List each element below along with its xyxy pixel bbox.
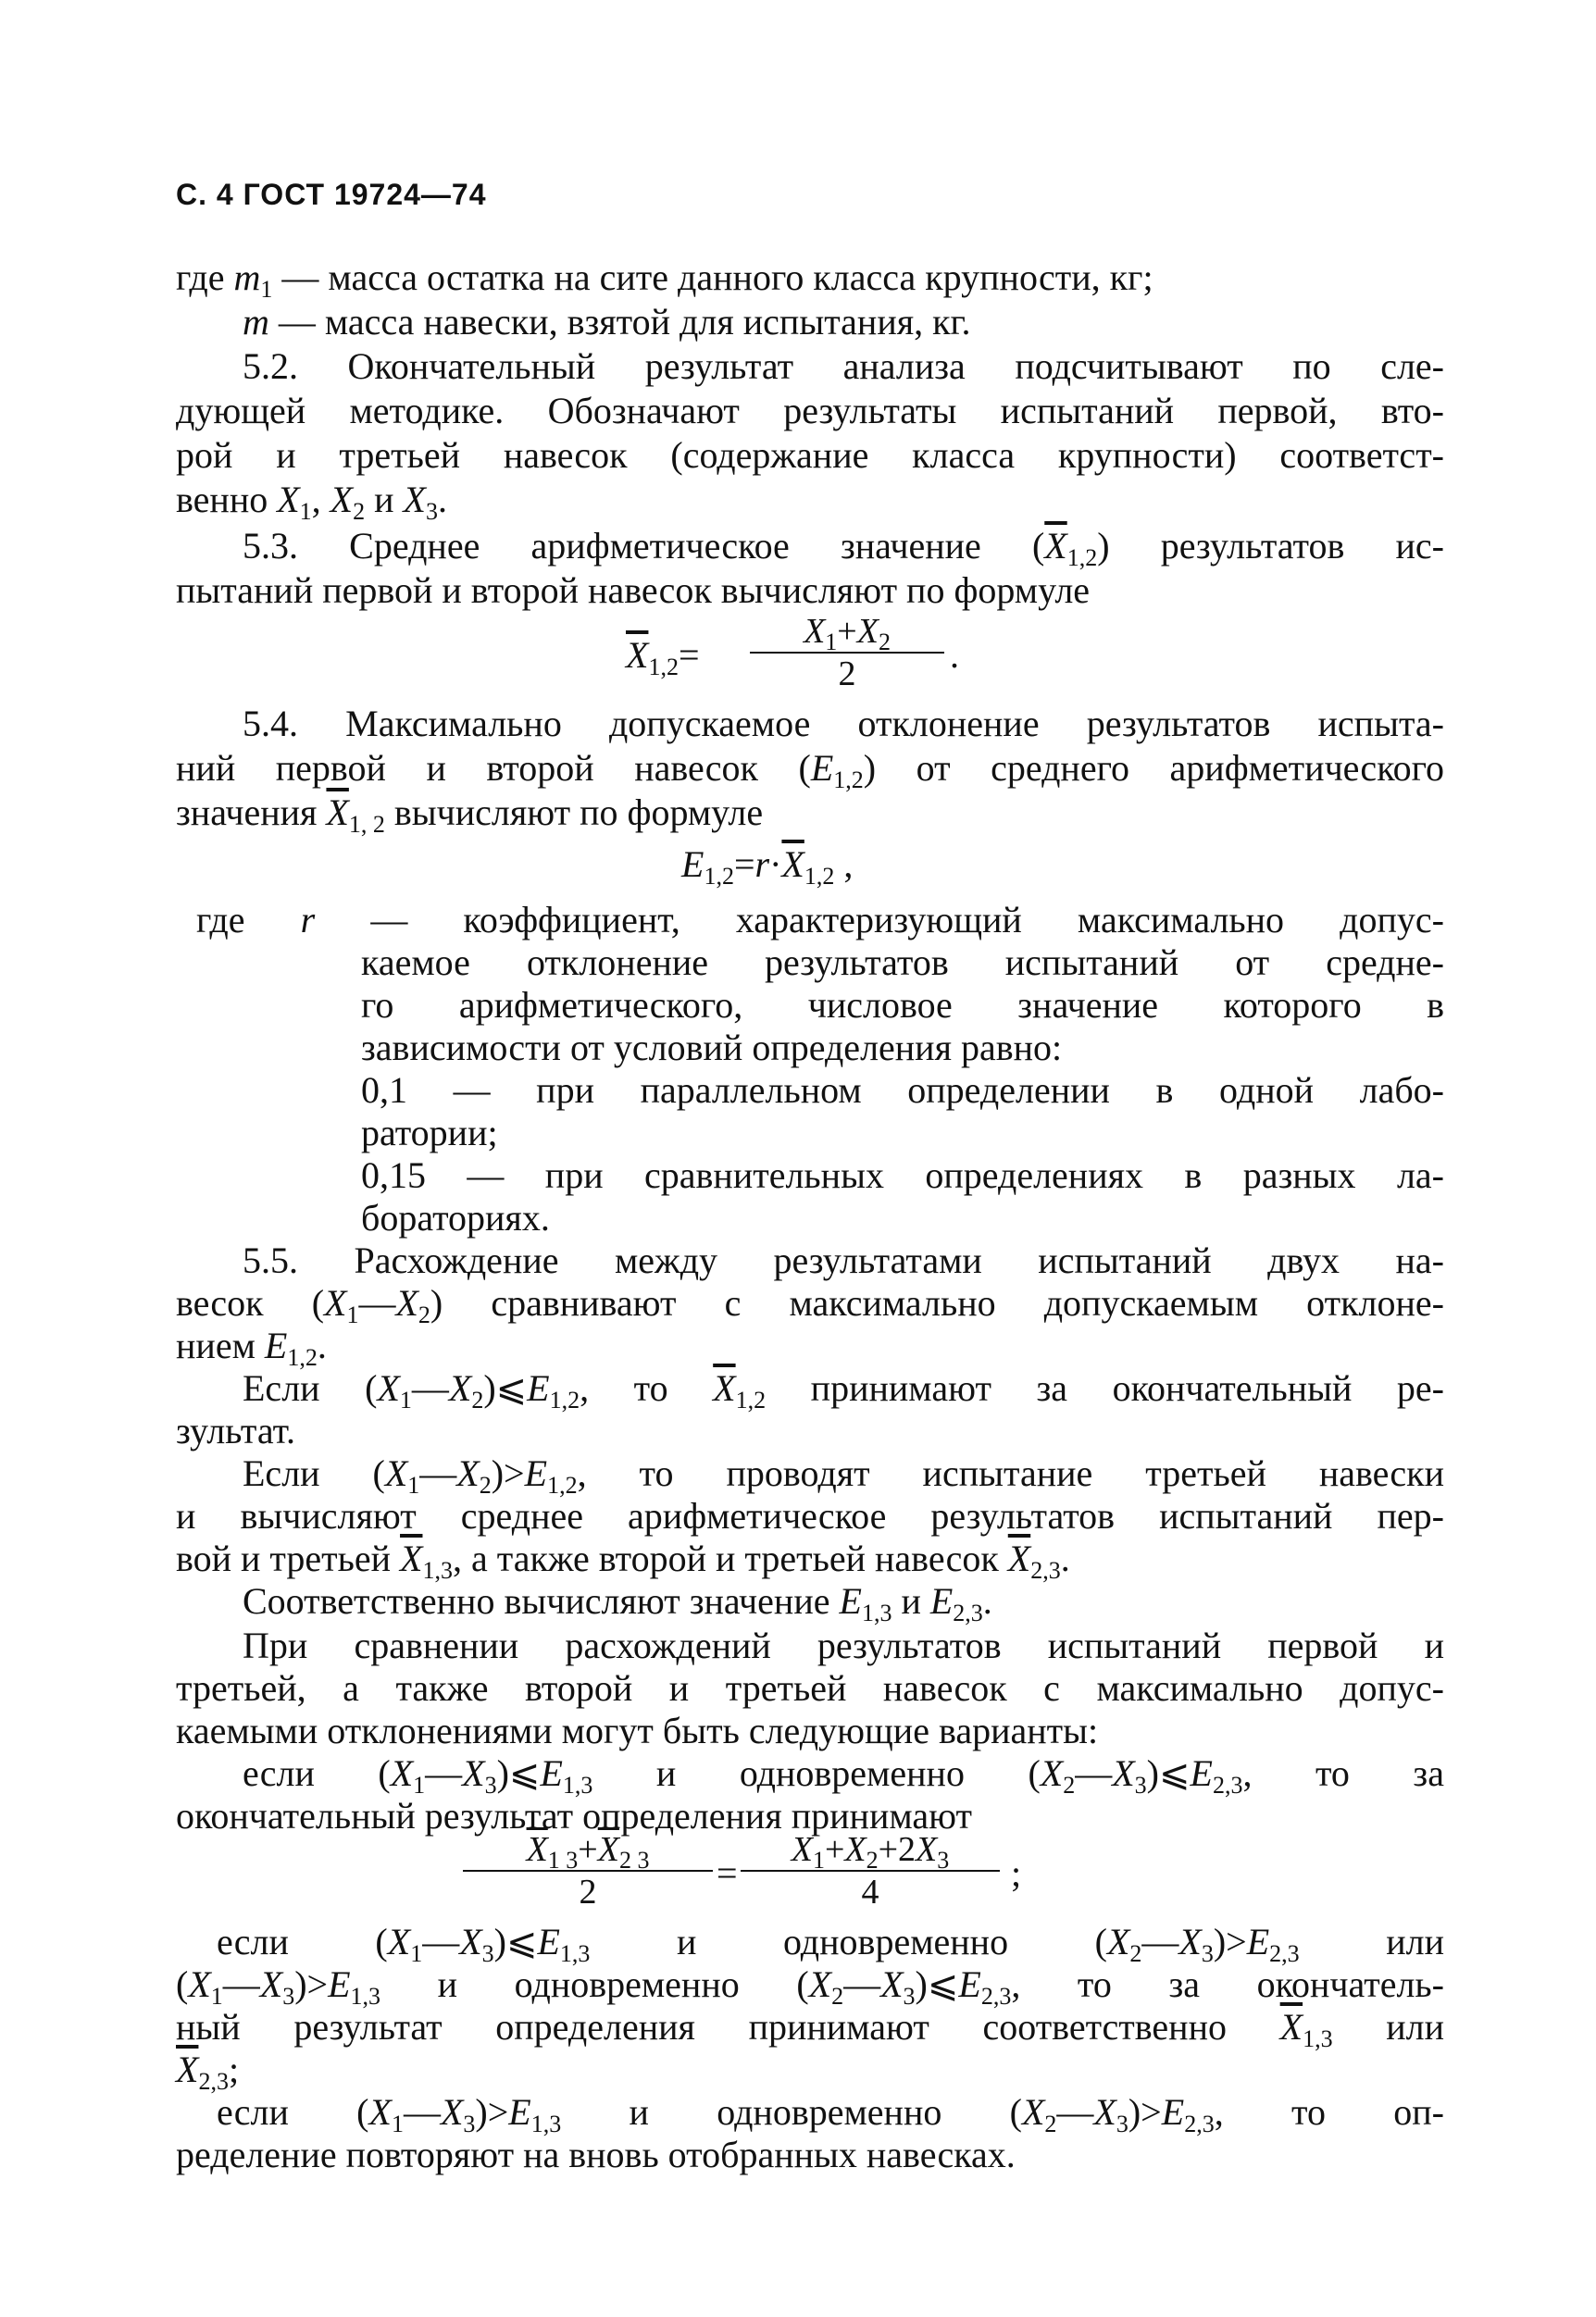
text-line: 0,15 — при сравнительных определениях в разных ла- — [361, 1154, 1444, 1196]
fraction-denominator: 2 — [838, 654, 856, 693]
text-line: При сравнении расхождений результатов испытаний первой и — [243, 1625, 1444, 1666]
text-line: каемое отклонение результатов испытаний от средне- — [361, 941, 1444, 983]
text-line: где $m_1$ — масса остатка на сите данного класса крупности, кг; — [176, 256, 1153, 303]
text-line: где r — коэффициент, характеризующий максимально допус- — [196, 899, 1444, 941]
formula-equals: = — [717, 1852, 738, 1894]
text-line: если $(X_1—X_3)⩽E_{1,3}$ и одновременно $(X_2—X_3)>E_{2,3}$ или — [217, 1921, 1444, 1967]
text-line: ределение повторяют на вновь отобранных навесках. — [176, 2134, 1016, 2175]
fraction-denominator: 4 — [861, 1873, 879, 1912]
text-line: 5.5. Расхождение между результатами испытаний двух на- — [243, 1239, 1444, 1281]
text-line: Если $(X_1—X_2)⩽E_{1,2}$, то $\overline{X}_{1,2}$ принимают за окончательный ре- — [243, 1367, 1445, 1414]
text-line: каемыми отклонениями могут быть следующие варианты: — [176, 1710, 1099, 1751]
formula-fraction — [750, 611, 944, 694]
text-line: 0,1 — при параллельном определении в одной лабо- — [361, 1069, 1444, 1111]
text-line: нием $E_{1,2}$. — [176, 1325, 327, 1371]
text-line: го арифметического, числовое значение которого в — [361, 984, 1444, 1026]
formula-tail: . — [950, 634, 959, 676]
text-line: рой и третьей навесок (содержание класса крупности) соответст- — [176, 434, 1444, 476]
text-line: весок $(X_1—X_2)$ сравнивают с максимально допускаемым отклоне- — [176, 1282, 1444, 1328]
text-line: Соответственно вычисляют значение $E_{1,3}$ и $E_{2,3}$. — [243, 1580, 992, 1626]
text-line: зультат. — [176, 1410, 296, 1451]
page-header: С. 4 ГОСТ 19724—74 — [176, 178, 487, 211]
fraction-numerator: $\overline{X}_{1 3}+\overline{X}_{2 3}$ — [463, 1829, 713, 1872]
text-line: ный результат определения принимают соответственно $\overline{X}_{1,3}$ или — [176, 2006, 1444, 2052]
text-line: ний первой и второй навесок $(E_{1,2})$ от среднего арифметического — [176, 747, 1445, 793]
text-line: ратории; — [361, 1112, 498, 1153]
text-line: пытаний первой и второй навесок вычисляют по формуле — [176, 569, 1091, 611]
text-line: $\overline{X}_{2,3}$; — [176, 2049, 240, 2095]
text-line: $(X_1—X_3)>E_{1,3}$ и одновременно $(X_2—X_3)⩽E_{2,3}$, то за окончатель- — [176, 1963, 1444, 2010]
text-line: дующей методике. Обозначают результаты испытаний первой, вто- — [176, 390, 1444, 431]
fraction-denominator: 2 — [579, 1873, 597, 1912]
text-line: третьей, а также второй и третьей навесок с максимально допус- — [176, 1667, 1444, 1709]
text-line: окончательный результат определения принимают — [176, 1795, 972, 1837]
text-line: венно $X_1$, $X_2$ и $X_3$. — [176, 479, 447, 525]
text-line: вой и третьей $\overline{X}_{1,3}$, а также второй и третьей навесок $\overline{X}_{2,3}$. — [176, 1538, 1070, 1584]
formula-lhs: $\overline{X}_{1,2}=$ — [626, 634, 700, 680]
text-line: Если $(X_1—X_2)>E_{1,2}$, то проводят испытание третьей навески — [243, 1452, 1445, 1499]
text-line: и вычисляют среднее арифметическое результатов испытаний пер- — [176, 1495, 1444, 1537]
text-line: 5.4. Максимально допускаемое отклонение результатов испыта- — [243, 703, 1444, 744]
fraction-numerator: $X_1+X_2$ — [750, 611, 944, 654]
text-line: если $(X_1—X_3)>E_{1,3}$ и одновременно $(X_2—X_3)>E_{2,3}$, то оп- — [217, 2091, 1444, 2137]
text-line: бораториях. — [361, 1197, 550, 1239]
text-line: зависимости от условий определения равно: — [361, 1027, 1063, 1068]
formula-fraction — [463, 1829, 713, 1912]
text-line: значения $\overline{X}_{1, 2}$ вычисляют по формуле — [176, 791, 764, 838]
formula-fraction — [741, 1829, 1000, 1912]
text-line: 5.2. Окончательный результат анализа подсчитывают по сле- — [243, 345, 1444, 387]
formula-tail: ; — [1011, 1852, 1022, 1894]
text-line: m — масса навески, взятой для испытания, кг. — [243, 301, 971, 343]
formula-e12: $E_{1,2}=r\cdot\overline{X}_{1,2}$ , — [681, 843, 854, 890]
fraction-numerator: $X_1+X_2+2X_3$ — [741, 1829, 1000, 1872]
text-line: если $(X_1—X_3)⩽E_{1,3}$ и одновременно $(X_2—X_3)⩽E_{2,3}$, то за — [243, 1752, 1444, 1799]
text-line: 5.3. Среднее арифметическое значение $(\overline{X}_{1,2})$ результатов ис- — [243, 525, 1444, 571]
